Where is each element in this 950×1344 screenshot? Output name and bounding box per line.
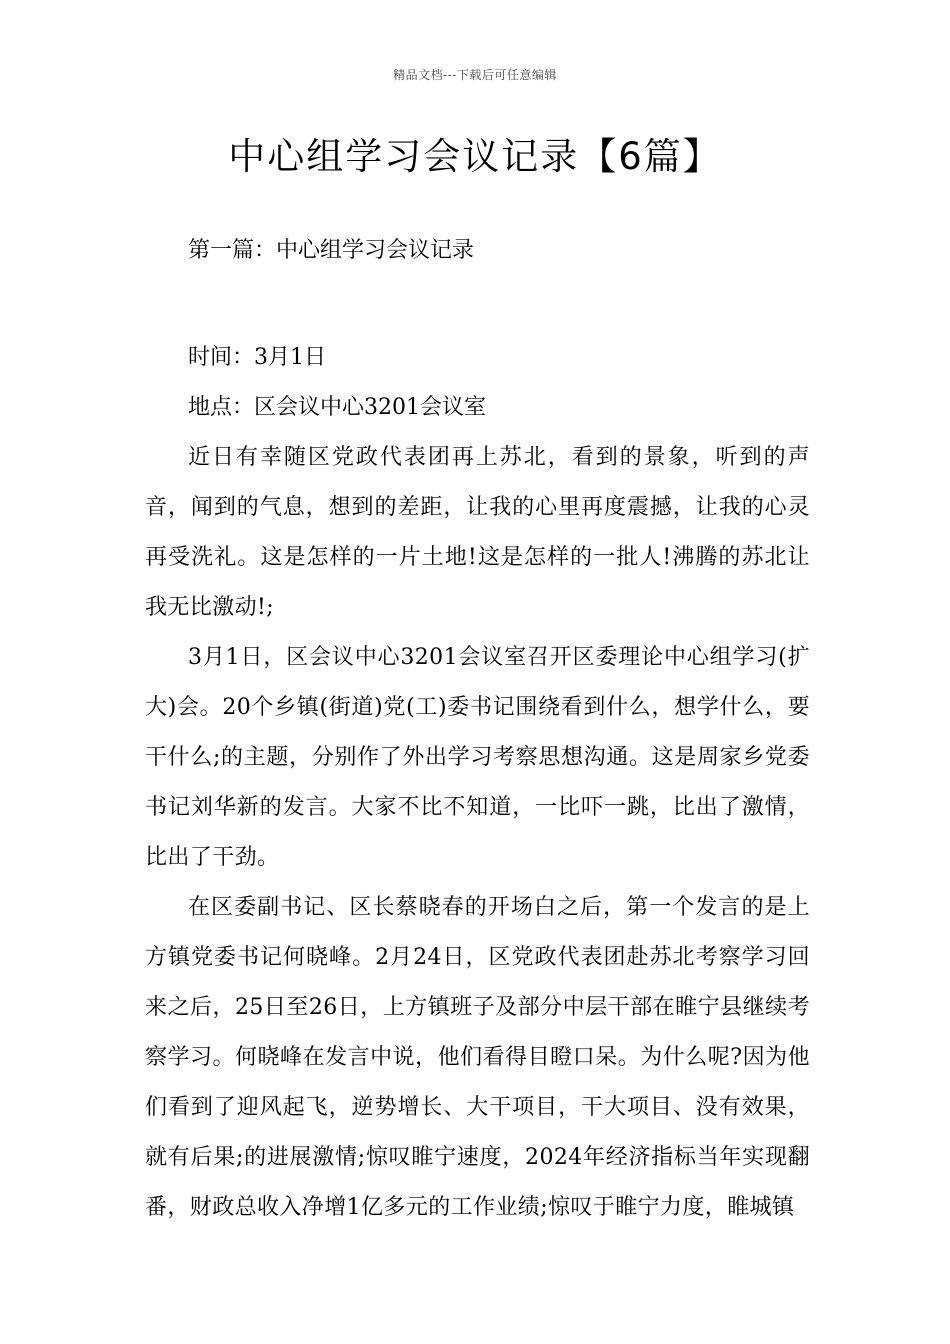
document-title: 中心组学习会议记录【6篇】 bbox=[228, 135, 722, 178]
meeting-time: 时间：3月1日 bbox=[188, 345, 326, 370]
section-heading: 第一篇：中心组学习会议记录 bbox=[188, 238, 475, 263]
document-body bbox=[145, 333, 810, 1233]
paragraph-1: 近日有幸随区党政代表团再上苏北，看到的景象，听到的声音，闻到的气息，想到的差距，让我的心里再度震撼，让我的心灵再受洗礼。这是怎样的一片土地!这是怎样的一批人!沸腾的苏北让我无比激动!; bbox=[145, 445, 810, 620]
paragraph-2: 3月1日，区会议中心3201会议室召开区委理论中心组学习(扩大)会。20个乡镇(街道)党(工)委书记围绕看到什么，想学什么，要干什么;的主题，分别作了外出学习考察思想沟通。这是周家乡党委书记刘华新的发言。大家不比不知道，一比吓一跳，比出了激情，比出了干劲。 bbox=[145, 645, 810, 870]
meeting-place: 地点：区会议中心3201会议室 bbox=[188, 395, 486, 420]
header-note: 精品文档---下载后可任意编辑 bbox=[393, 68, 557, 82]
paragraph-3: 在区委副书记、区长蔡晓春的开场白之后，第一个发言的是上方镇党委书记何晓峰。2月24日，区党政代表团赴苏北考察学习回来之后，25日至26日，上方镇班子及部分中层干部在睢宁县继续考察学习。何晓峰在发言中说，他们看得目瞪口呆。为什么呢?因为他们看到了迎风起飞，逆势增长、大干项目，干大项目、没有效果，就有后果;的进展激情;惊叹睢宁速度，2024年经济指标当年实现翻番，财政总收入净增1亿多元的工作业绩;惊叹于睢宁力度，睢城镇 bbox=[145, 895, 810, 1220]
